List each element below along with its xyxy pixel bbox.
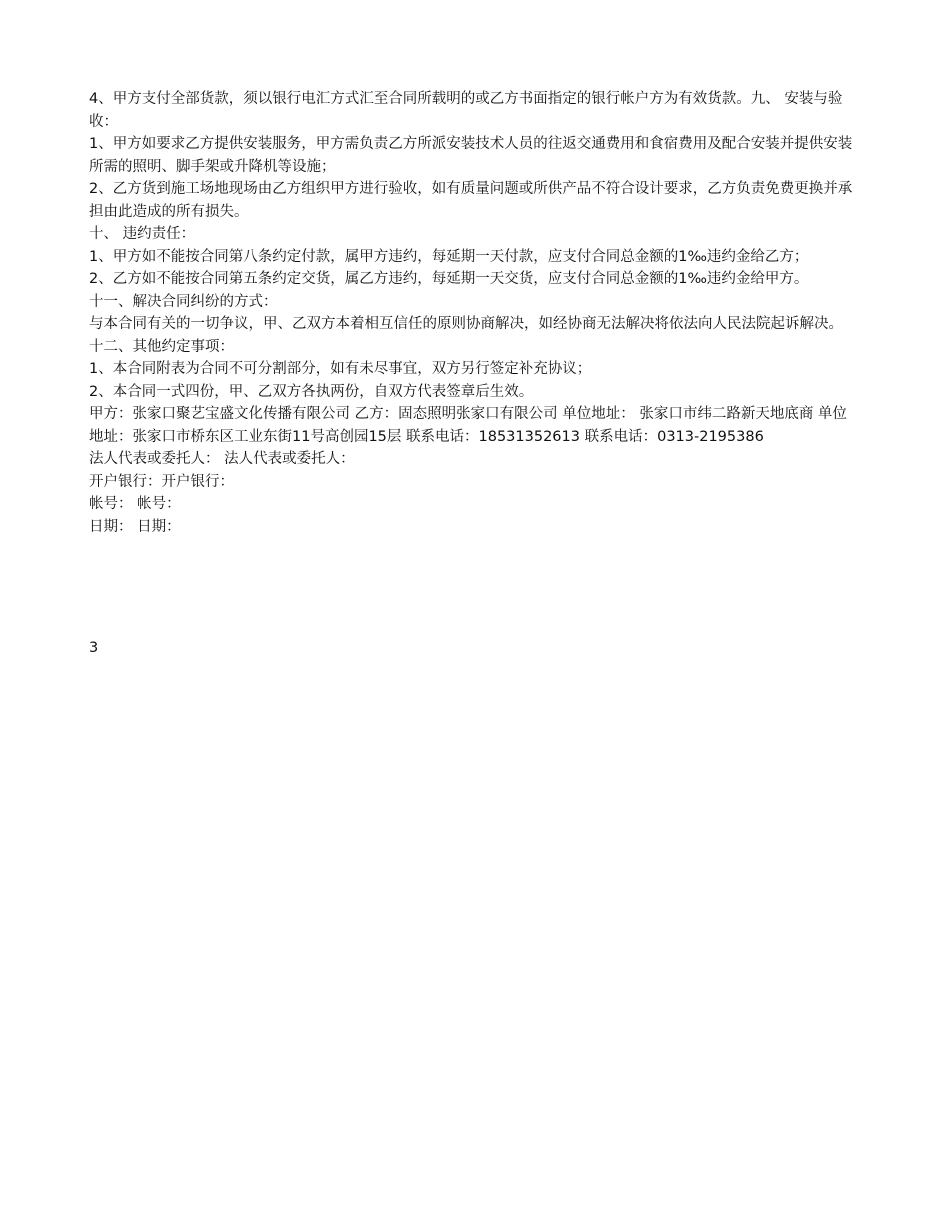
page-number: 3 — [89, 640, 99, 656]
parties-info-paragraph: 甲方：张家口聚艺宝盛文化传播有限公司 乙方：固态照明张家口有限公司 单位地址： 张家口市纬二路新天地底商 单位地址：张家口市桥东区工业东街11号高创园15层 联系电话：18531352613 联系电话：0313-2195386 — [89, 406, 847, 445]
acceptance-paragraph: 2、乙方货到施工场地现场由乙方组织甲方进行验收，如有质量问题或所供产品不符合设计要求，乙方负责免费更换并承担由此造成的所有损失。 — [89, 181, 853, 220]
document-body — [89, 88, 859, 538]
payment-clause-paragraph: 4、甲方支付全部货款，须以银行电汇方式汇至合同所载明的或乙方书面指定的银行帐户方为有效货款。九、 安装与验收： — [89, 91, 843, 130]
section-heading-disputes: 十一、解决合同纠纷的方式： — [89, 293, 278, 310]
section-heading-breach: 十、 违约责任： — [89, 226, 196, 242]
bank-line: 开户银行：开户银行： — [89, 473, 234, 490]
other-terms-item-1: 1、本合同附表为合同不可分割部分，如有未尽事宜，双方另行签定补充协议； — [89, 361, 592, 377]
breach-party-a-paragraph: 1、甲方如不能按合同第八条约定付款，属甲方违约，每延期一天付款，应支付合同总金额的1‰违约金给乙方； — [89, 248, 809, 265]
legal-representative-line: 法人代表或委托人： 法人代表或委托人： — [89, 451, 355, 467]
date-line: 日期： 日期： — [89, 518, 181, 535]
section-heading-other-terms: 十二、其他约定事项： — [89, 338, 234, 355]
installation-service-paragraph: 1、甲方如要求乙方提供安装服务，甲方需负责乙方所派安装技术人员的往返交通费用和食宿费用及配合安装并提供安装所需的照明、脚手架或升降机等设施； — [89, 136, 853, 175]
breach-party-b-paragraph: 2、乙方如不能按合同第五条约定交货，属乙方违约，每延期一天交货，应支付合同总金额的1‰违约金给甲方。 — [89, 271, 809, 287]
account-number-line: 帐号： 帐号： — [89, 496, 181, 512]
dispute-resolution-paragraph: 与本合同有关的一切争议，甲、乙双方本着相互信任的原则协商解决，如经协商无法解决将依法向人民法院起诉解决。 — [89, 316, 843, 332]
other-terms-item-2: 2、本合同一式四份，甲、乙双方各执两份，自双方代表签章后生效。 — [89, 383, 534, 400]
